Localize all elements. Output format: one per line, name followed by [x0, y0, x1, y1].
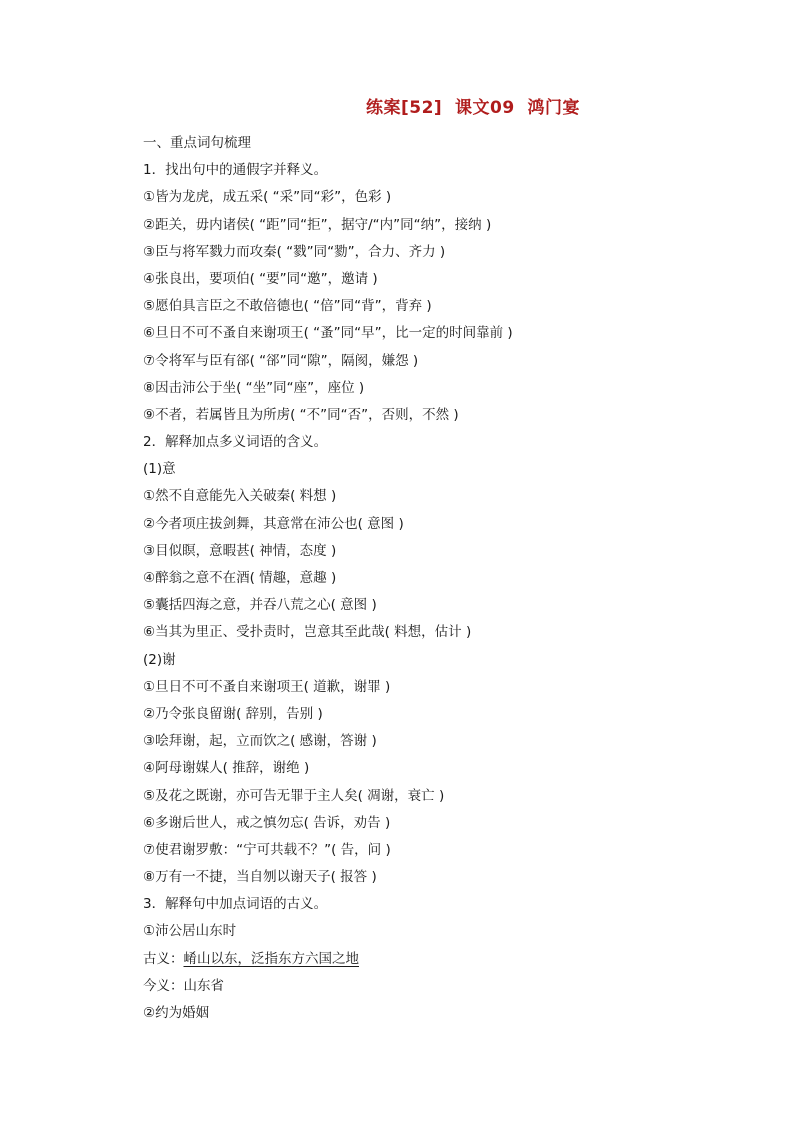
line-text: ②约为婚姻: [143, 1005, 210, 1021]
line-text: ⑤囊括四海之意，并吞八荒之心( 意图 ): [143, 597, 377, 614]
line-text: 一、重点词句梳理: [143, 135, 251, 151]
text-line: [143, 592, 743, 619]
line-text: ③臣与将军戮力而攻秦( “戮”同“勠”，合力、齐力 ): [143, 243, 446, 260]
line-text: ②距关，毋内诸侯( “距”同“拒”，据守/“内”同“纳”，接纳 ): [143, 216, 492, 233]
line-text: 3．解释句中加点词语的古义。: [143, 896, 328, 913]
text-line: [143, 918, 743, 945]
line-text: ⑨不者，若属皆且为所虏( “不”同“否”，否则，不然 ): [143, 406, 459, 423]
line-text: ④张良出，要项伯( “要”同“邀”，邀请 ): [143, 270, 378, 287]
underlined-answer: 崤山以东，泛指东方六国之地: [183, 950, 359, 967]
line-text: ⑥多谢后世人，戒之慎勿忘( 告诉，劝告 ): [143, 814, 391, 831]
page-title: 练案[52] 课文09 鸿门宴: [365, 98, 581, 118]
text-line: [143, 783, 743, 810]
line-text: ①然不自意能先入关破秦( 料想 ): [143, 488, 337, 505]
text-line: [143, 375, 743, 402]
text-line: [143, 565, 743, 592]
text-line: [143, 184, 743, 211]
text-line: [143, 212, 743, 239]
line-text: ⑤愿伯具言臣之不敢倍德也( “倍”同“背”，背弃 ): [143, 298, 432, 315]
text-line: [143, 402, 743, 429]
line-text: ②乃令张良留谢( 辞别，告别 ): [143, 705, 323, 722]
text-line: [143, 973, 743, 1000]
line-text: ①沛公居山东时: [143, 923, 237, 940]
line-text: ⑧万有一不捷，当自刎以谢天子( 报答 ): [143, 869, 377, 886]
text-line: [143, 701, 743, 728]
line-text: ①旦日不可不蚤自来谢项王( 道歉，谢罪 ): [143, 678, 391, 695]
text-line: [143, 239, 743, 266]
text-line: [143, 674, 743, 701]
text-line: [143, 864, 743, 891]
text-line: [143, 293, 743, 320]
text-line: [143, 728, 743, 755]
text-line: [143, 837, 743, 864]
line-text: ②今者项庄拔剑舞，其意常在沛公也( 意图 ): [143, 515, 404, 532]
text-line: [143, 456, 743, 483]
document-page: [143, 96, 743, 1027]
text-line: [143, 348, 743, 375]
text-line: [143, 483, 743, 510]
line-text: ⑦令将军与臣有郤( “郤”同“隙”，隔阂，嫌怨 ): [143, 352, 419, 369]
text-line: [143, 810, 743, 837]
text-line: [143, 511, 743, 538]
text-line: [143, 1000, 743, 1027]
line-label: 古义：: [143, 950, 184, 967]
text-line: [143, 429, 743, 456]
line-text: ⑧因击沛公于坐( “坐”同“座”，座位 ): [143, 379, 365, 396]
line-text: ④阿母谢媒人( 推辞，谢绝 ): [143, 760, 310, 777]
text-line: [143, 266, 743, 293]
line-text: 2．解释加点多义词语的含义。: [143, 434, 328, 451]
text-line: [143, 130, 743, 157]
line-text: ③哙拜谢，起，立而饮之( 感谢，答谢 ): [143, 733, 377, 750]
line-text: ④醉翁之意不在酒( 情趣，意趣 ): [143, 570, 337, 586]
content-lines: [143, 130, 743, 1027]
line-text: ⑦使君谢罗敷：“宁可共载不？”( 告，问 ): [143, 841, 391, 858]
line-text: 1．找出句中的通假字并释义。: [143, 162, 328, 179]
text-line: [143, 619, 743, 646]
line-text: ①皆为龙虎，成五采( “采”同“彩”，色彩 ): [143, 189, 392, 206]
text-line: [143, 755, 743, 782]
text-line: [143, 538, 743, 565]
text-line: [143, 946, 743, 973]
line-text: (2)谢: [143, 651, 176, 668]
line-text: 今义：山东省: [143, 977, 224, 994]
line-text: ③目似瞑，意暇甚( 神情，态度 ): [143, 542, 337, 559]
line-text: (1)意: [143, 461, 176, 478]
line-text: ⑥当其为里正、受扑责时，岂意其至此哉( 料想，估计 ): [143, 624, 472, 641]
line-text: ⑤及花之既谢，亦可告无罪于主人矣( 凋谢，衰亡 ): [143, 787, 445, 804]
text-line: [143, 320, 743, 347]
line-text: ⑥旦日不可不蚤自来谢项王( “蚤”同“早”，比一定的时间靠前 ): [143, 325, 513, 342]
text-line: [143, 647, 743, 674]
text-line: [143, 157, 743, 184]
text-line: [143, 891, 743, 918]
